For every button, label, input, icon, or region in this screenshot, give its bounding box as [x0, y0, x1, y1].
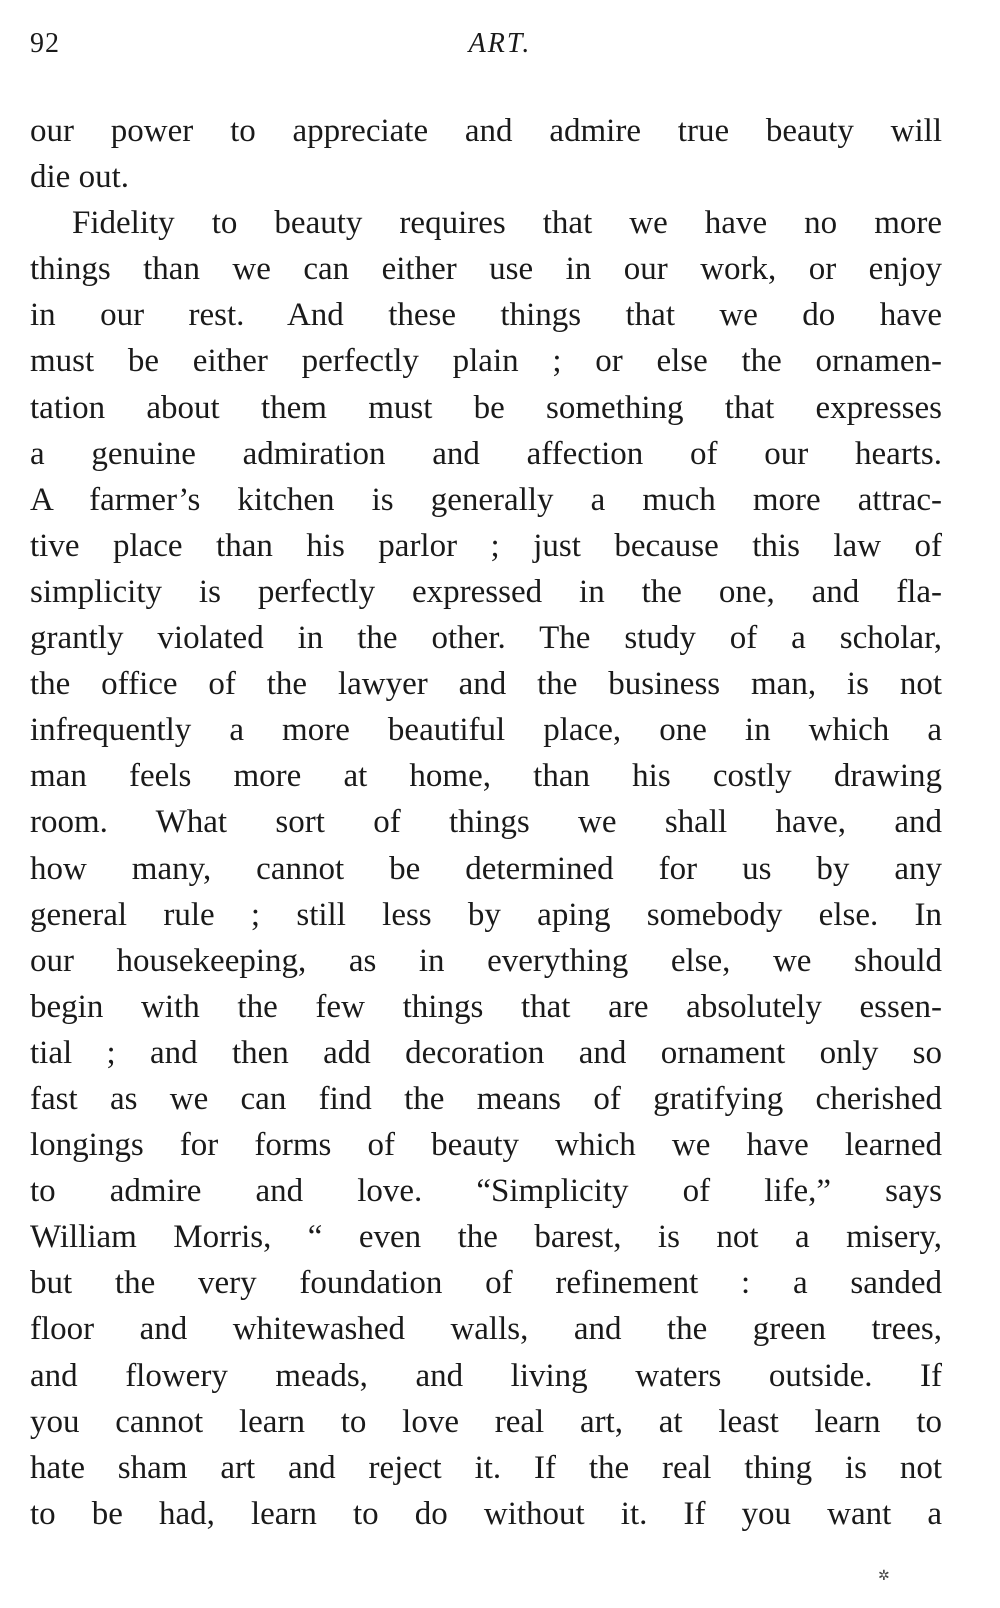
text-line: William Morris, “ even the barest, is not a misery, — [30, 1219, 942, 1256]
text-line: and flowery meads, and living waters outside. If — [30, 1357, 942, 1394]
text-line: to admire and love. “Simplicity of life,” says — [30, 1173, 942, 1210]
text-line: grantly violated in the other. The study of a scholar, — [30, 620, 942, 657]
text-line: must be either perfectly plain ; or else the ornamen- — [30, 343, 942, 380]
text-line: our housekeeping, as in everything else, we should — [30, 942, 942, 979]
text-line: to be had, learn to do without it. If you want a — [30, 1495, 942, 1532]
text-line: general rule ; still less by aping somebody else. In — [30, 896, 942, 933]
text-line: hate sham art and reject it. If the real thing is not — [30, 1449, 942, 1486]
text-line: a genuine admiration and affection of our hearts. — [30, 435, 942, 472]
text-line: in our rest. And these things that we do have — [30, 297, 942, 334]
text-line: how many, cannot be determined for us by any — [30, 850, 942, 887]
text-line: things than we can either use in our work, or enjoy — [30, 251, 942, 288]
print-speck-icon: ✲ — [878, 1569, 890, 1584]
text-line: tial ; and then add decoration and ornament only so — [30, 1034, 942, 1071]
text-line: room. What sort of things we shall have, and — [30, 804, 942, 841]
running-head: ART. — [468, 28, 532, 59]
text-line: Fidelity to beauty requires that we have no more — [72, 205, 942, 242]
page-number: 92 — [30, 28, 60, 59]
text-line: you cannot learn to love real art, at least learn to — [30, 1403, 942, 1440]
body-text — [30, 108, 942, 1537]
text-line: infrequently a more beautiful place, one in which a — [30, 712, 942, 749]
text-line: man feels more at home, than his costly drawing — [30, 758, 942, 795]
text-line: simplicity is perfectly expressed in the one, and fla- — [30, 573, 942, 610]
text-line: floor and whitewashed walls, and the green trees, — [30, 1311, 942, 1348]
text-line: die out. — [30, 159, 129, 196]
text-line: longings for forms of beauty which we have learned — [30, 1127, 942, 1164]
text-line: tive place than his parlor ; just because this law of — [30, 527, 942, 564]
text-line: begin with the few things that are absolutely essen- — [30, 988, 942, 1025]
text-line: but the very foundation of refinement : a sanded — [30, 1265, 942, 1302]
text-line: the office of the lawyer and the business man, is not — [30, 666, 942, 703]
text-line: tation about them must be something that expresses — [30, 389, 942, 426]
text-line: our power to appreciate and admire true beauty will — [30, 113, 942, 149]
text-line: fast as we can find the means of gratifying cherished — [30, 1080, 942, 1117]
text-line: A farmer’s kitchen is generally a much more attrac- — [30, 481, 942, 518]
